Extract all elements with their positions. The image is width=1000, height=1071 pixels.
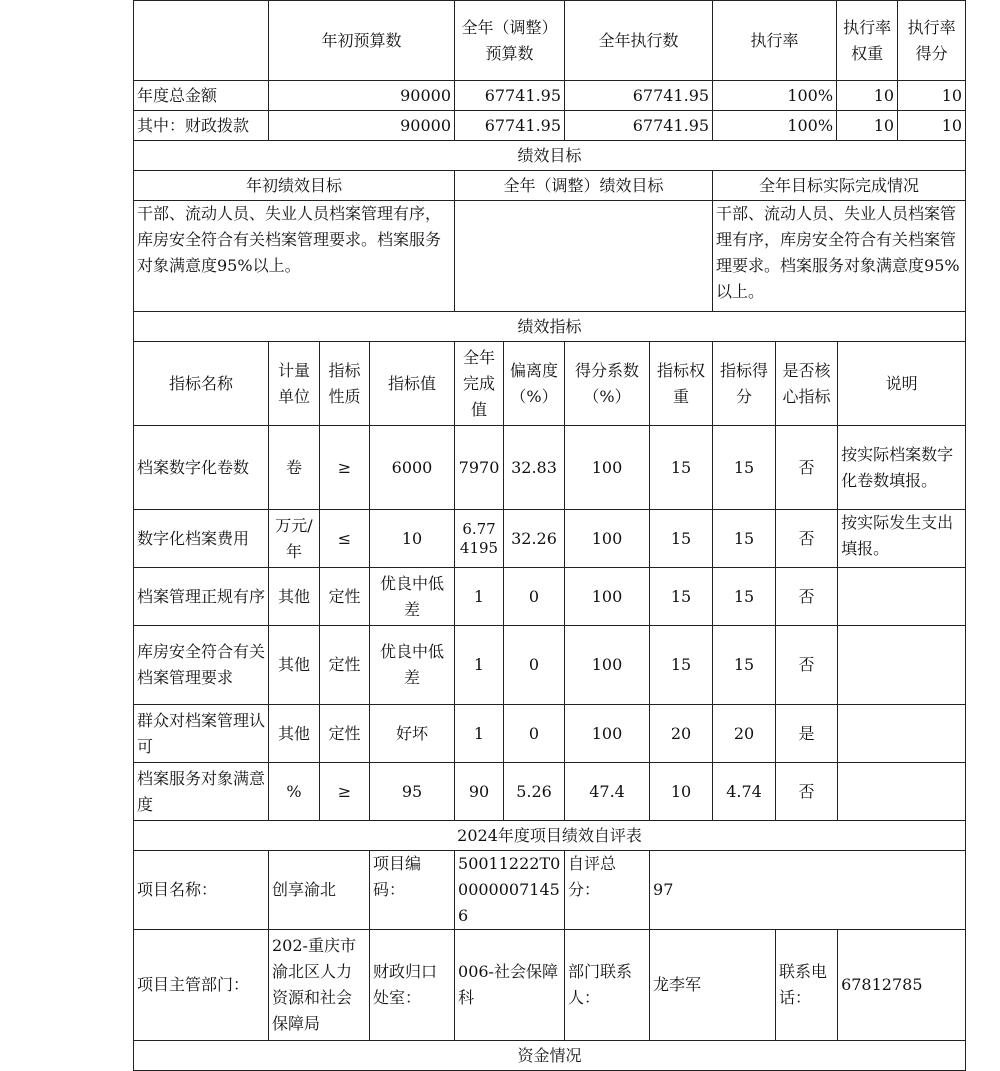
ind-target: 10 (370, 510, 455, 568)
ind-coef: 47.4 (565, 763, 650, 821)
ind-deviation: 5.26 (504, 763, 565, 821)
ind-core: 否 (776, 568, 838, 626)
ind-note: 按实际档案数字化卷数填报。 (838, 426, 966, 510)
ind-unit: 其他 (269, 568, 320, 626)
ind-coef: 100 (565, 426, 650, 510)
ind-actual: 6.774195 (455, 510, 504, 568)
ind-nature: 定性 (320, 568, 370, 626)
ind-score: 15 (713, 626, 776, 705)
ind-coef: 100 (565, 510, 650, 568)
project-office-value: 006-社会保障科 (455, 930, 565, 1041)
ind-score: 15 (713, 426, 776, 510)
project-selfscore-label: 自评总分： (565, 851, 650, 930)
indicator-row (134, 705, 966, 763)
indicator-row (134, 626, 966, 705)
ind-unit: % (269, 763, 320, 821)
goals-col-initial: 年初绩效目标 (134, 171, 455, 201)
project-dept-value: 202-重庆市渝北区人力资源和社会保障局 (269, 930, 370, 1041)
budget-executed-value: 67741.95 (565, 81, 713, 111)
budget-rate-value: 100% (713, 81, 837, 111)
ind-nature: ≥ (320, 763, 370, 821)
project-title-row (134, 821, 966, 851)
budget-rate-value: 100% (713, 111, 837, 141)
goals-header-row (134, 171, 966, 201)
funds-title: 资金情况 (134, 1041, 966, 1071)
budget-header-score: 执行率得分 (898, 1, 966, 81)
project-contact-value: 龙李军 (650, 930, 776, 1041)
ind-note (838, 763, 966, 821)
budget-executed-value: 67741.95 (565, 111, 713, 141)
ind-name: 档案数字化卷数 (134, 426, 269, 510)
project-row-2 (134, 930, 966, 1041)
budget-row-label: 其中：财政拨款 (134, 111, 269, 141)
ind-note (838, 568, 966, 626)
ind-core: 否 (776, 426, 838, 510)
indicators-title: 绩效指标 (134, 312, 966, 342)
budget-header-initial: 年初预算数 (269, 1, 455, 81)
ind-nature: 定性 (320, 626, 370, 705)
ind-note: 按实际发生支出填报。 (838, 510, 966, 568)
ind-deviation: 32.83 (504, 426, 565, 510)
ind-name: 档案服务对象满意度 (134, 763, 269, 821)
evaluation-table (133, 0, 966, 1071)
goals-initial-text: 干部、流动人员、失业人员档案管理有序，库房安全符合有关档案管理要求。档案服务对象满意度95%以上。 (134, 201, 455, 312)
ind-header-note: 说明 (838, 342, 966, 426)
ind-weight: 15 (650, 626, 713, 705)
ind-weight: 20 (650, 705, 713, 763)
ind-weight: 15 (650, 510, 713, 568)
ind-core: 否 (776, 763, 838, 821)
ind-nature: ≤ (320, 510, 370, 568)
ind-weight: 10 (650, 763, 713, 821)
ind-core: 否 (776, 510, 838, 568)
goals-content-row (134, 201, 966, 312)
goals-col-adjusted: 全年（调整）绩效目标 (455, 171, 713, 201)
budget-adjusted-value: 67741.95 (455, 81, 565, 111)
ind-target: 95 (370, 763, 455, 821)
ind-header-target: 指标值 (370, 342, 455, 426)
ind-target: 6000 (370, 426, 455, 510)
ind-actual: 7970 (455, 426, 504, 510)
ind-score: 15 (713, 568, 776, 626)
indicators-header-row (134, 342, 966, 426)
budget-header-weight: 执行率权重 (837, 1, 898, 81)
ind-note (838, 626, 966, 705)
budget-adjusted-value: 67741.95 (455, 111, 565, 141)
budget-initial-value: 90000 (269, 111, 455, 141)
project-code-value: 50011222T000000071456 (455, 851, 565, 930)
project-phone-value: 67812785 (838, 930, 966, 1041)
budget-header-row (134, 1, 966, 81)
ind-unit: 万元/年 (269, 510, 320, 568)
ind-name: 数字化档案费用 (134, 510, 269, 568)
ind-core: 是 (776, 705, 838, 763)
ind-header-unit: 计量单位 (269, 342, 320, 426)
budget-row-total (134, 81, 966, 111)
project-code-label: 项目编码： (370, 851, 455, 930)
indicator-row (134, 510, 966, 568)
indicator-row (134, 426, 966, 510)
ind-header-weight: 指标权重 (650, 342, 713, 426)
ind-note (838, 705, 966, 763)
ind-actual: 1 (455, 705, 504, 763)
ind-header-score: 指标得分 (713, 342, 776, 426)
ind-actual: 1 (455, 568, 504, 626)
ind-nature: 定性 (320, 705, 370, 763)
ind-coef: 100 (565, 568, 650, 626)
ind-deviation: 0 (504, 568, 565, 626)
ind-coef: 100 (565, 705, 650, 763)
goals-title: 绩效目标 (134, 141, 966, 171)
ind-score: 20 (713, 705, 776, 763)
indicator-row (134, 763, 966, 821)
ind-coef: 100 (565, 626, 650, 705)
ind-header-core: 是否核心指标 (776, 342, 838, 426)
goals-title-row (134, 141, 966, 171)
ind-core: 否 (776, 626, 838, 705)
ind-header-deviation: 偏离度（%） (504, 342, 565, 426)
ind-header-coef: 得分系数（%） (565, 342, 650, 426)
ind-deviation: 32.26 (504, 510, 565, 568)
goals-actual-text: 干部、流动人员、失业人员档案管理有序，库房安全符合有关档案管理要求。档案服务对象满意度95%以上。 (713, 201, 966, 312)
indicators-title-row (134, 312, 966, 342)
ind-nature: ≥ (320, 426, 370, 510)
ind-name: 档案管理正规有序 (134, 568, 269, 626)
goals-col-actual: 全年目标实际完成情况 (713, 171, 966, 201)
budget-header-adjusted: 全年（调整）预算数 (455, 1, 565, 81)
budget-header-blank (134, 1, 269, 81)
ind-deviation: 0 (504, 626, 565, 705)
ind-deviation: 0 (504, 705, 565, 763)
ind-unit: 其他 (269, 705, 320, 763)
project-name-label: 项目名称： (134, 851, 269, 930)
project-dept-label: 项目主管部门： (134, 930, 269, 1041)
ind-score: 4.74 (713, 763, 776, 821)
project-title: 2024年度项目绩效自评表 (134, 821, 966, 851)
budget-row-fiscal (134, 111, 966, 141)
ind-name: 库房安全符合有关档案管理要求 (134, 626, 269, 705)
ind-header-nature: 指标性质 (320, 342, 370, 426)
budget-row-label: 年度总金额 (134, 81, 269, 111)
budget-initial-value: 90000 (269, 81, 455, 111)
project-row-1 (134, 851, 966, 930)
project-office-label: 财政归口处室： (370, 930, 455, 1041)
ind-header-actual: 全年完成值 (455, 342, 504, 426)
performance-evaluation-sheet (133, 0, 966, 1071)
project-selfscore-value: 97 (650, 851, 966, 930)
funds-title-row (134, 1041, 966, 1071)
ind-weight: 15 (650, 568, 713, 626)
project-name-value: 创享渝北 (269, 851, 370, 930)
ind-score: 15 (713, 510, 776, 568)
ind-actual: 1 (455, 626, 504, 705)
ind-header-name: 指标名称 (134, 342, 269, 426)
budget-score-value: 10 (898, 111, 966, 141)
ind-actual: 90 (455, 763, 504, 821)
budget-weight-value: 10 (837, 81, 898, 111)
indicator-row (134, 568, 966, 626)
ind-target: 好坏 (370, 705, 455, 763)
project-phone-label: 联系电话： (776, 930, 838, 1041)
budget-header-rate: 执行率 (713, 1, 837, 81)
ind-weight: 15 (650, 426, 713, 510)
goals-adjusted-text (455, 201, 713, 312)
budget-header-executed: 全年执行数 (565, 1, 713, 81)
budget-weight-value: 10 (837, 111, 898, 141)
ind-unit: 其他 (269, 626, 320, 705)
ind-target: 优良中低差 (370, 568, 455, 626)
ind-target: 优良中低差 (370, 626, 455, 705)
project-contact-label: 部门联系人： (565, 930, 650, 1041)
ind-unit: 卷 (269, 426, 320, 510)
ind-name: 群众对档案管理认可 (134, 705, 269, 763)
budget-score-value: 10 (898, 81, 966, 111)
